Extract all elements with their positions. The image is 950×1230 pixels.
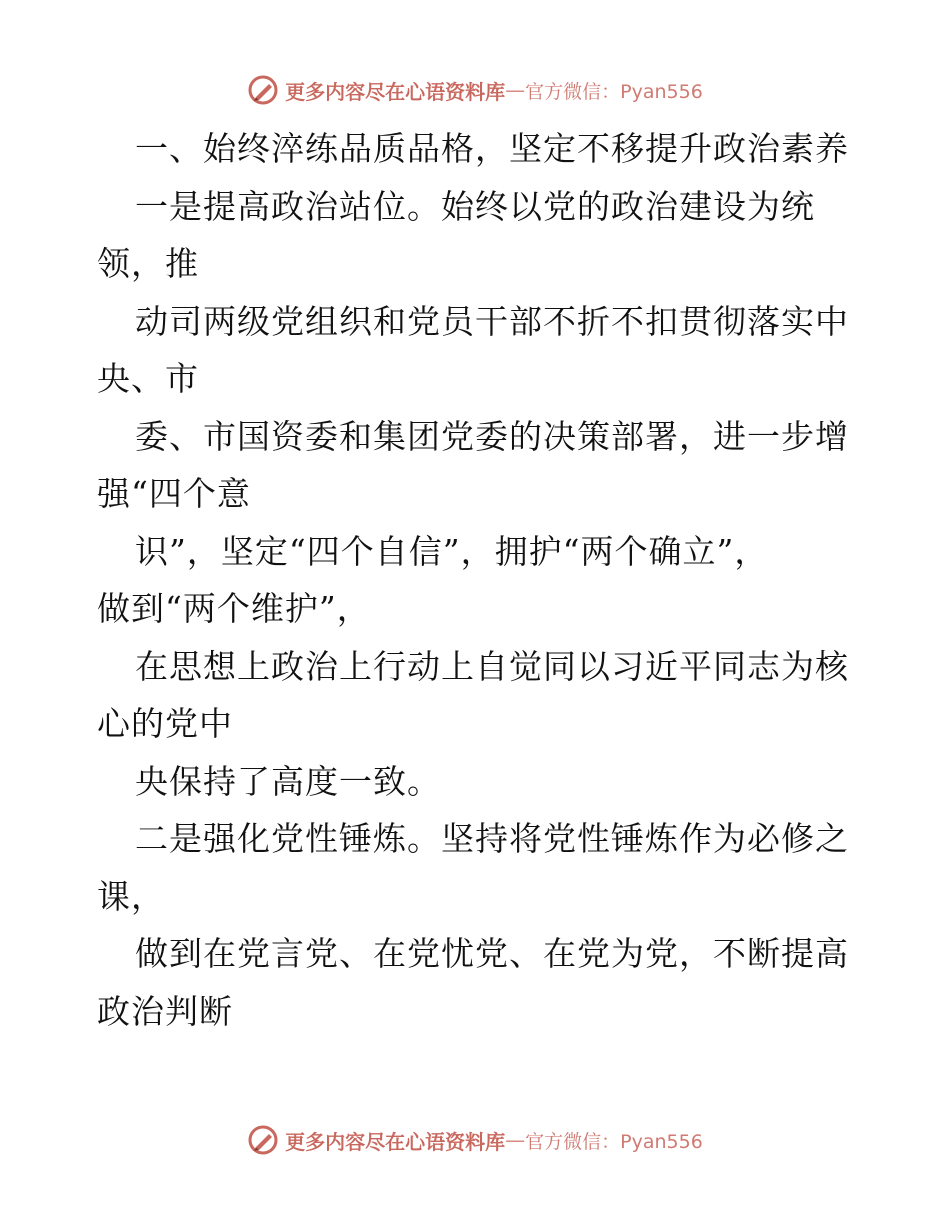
body-line: 政治判断 — [97, 991, 233, 1031]
body-line: 央保持了高度一致。 — [135, 761, 441, 801]
body-line: 动司两级党组织和党员干部不折不扣贯彻落实中 — [135, 301, 849, 341]
watermark-contact: 官方微信：Pyan556 — [525, 1130, 703, 1153]
watermark-separator: — — [505, 78, 526, 102]
pen-logo-icon — [247, 74, 279, 106]
body-line: 课， — [97, 876, 165, 916]
header-watermark — [0, 70, 950, 110]
body-line: 识”，坚定“四个自信”，拥护“两个确立”， — [135, 531, 769, 571]
body-line: 委、市国资委和集团党委的决策部署，进一步增 — [135, 416, 849, 456]
body-line: 二是强化党性锤炼。坚持将党性锤炼作为必修之 — [135, 819, 849, 858]
body-line: 心的党中 — [97, 704, 233, 743]
body-line: 做到在党言党、在党忧党、在党为党，不断提高 — [135, 934, 849, 973]
pen-logo-icon — [247, 1124, 279, 1156]
document-body — [97, 120, 857, 1040]
body-line: 做到“两个维护”， — [97, 589, 371, 628]
watermark-brand: 更多内容尽在心语资料库 — [285, 79, 506, 104]
watermark-separator: — — [505, 1128, 526, 1152]
body-line: 强“四个意 — [97, 474, 251, 513]
body-line: 领，推 — [97, 244, 199, 283]
body-line: 一、始终淬练品质品格，坚定不移提升政治素养 — [135, 129, 849, 168]
body-line: 央、市 — [97, 359, 199, 398]
footer-watermark — [0, 1120, 950, 1160]
watermark-contact: 官方微信：Pyan556 — [525, 80, 703, 103]
watermark-brand: 更多内容尽在心语资料库 — [285, 1129, 506, 1154]
body-line: 一是提高政治站位。始终以党的政治建设为统 — [135, 186, 815, 226]
body-line: 在思想上政治上行动上自觉同以习近平同志为核 — [135, 646, 849, 686]
